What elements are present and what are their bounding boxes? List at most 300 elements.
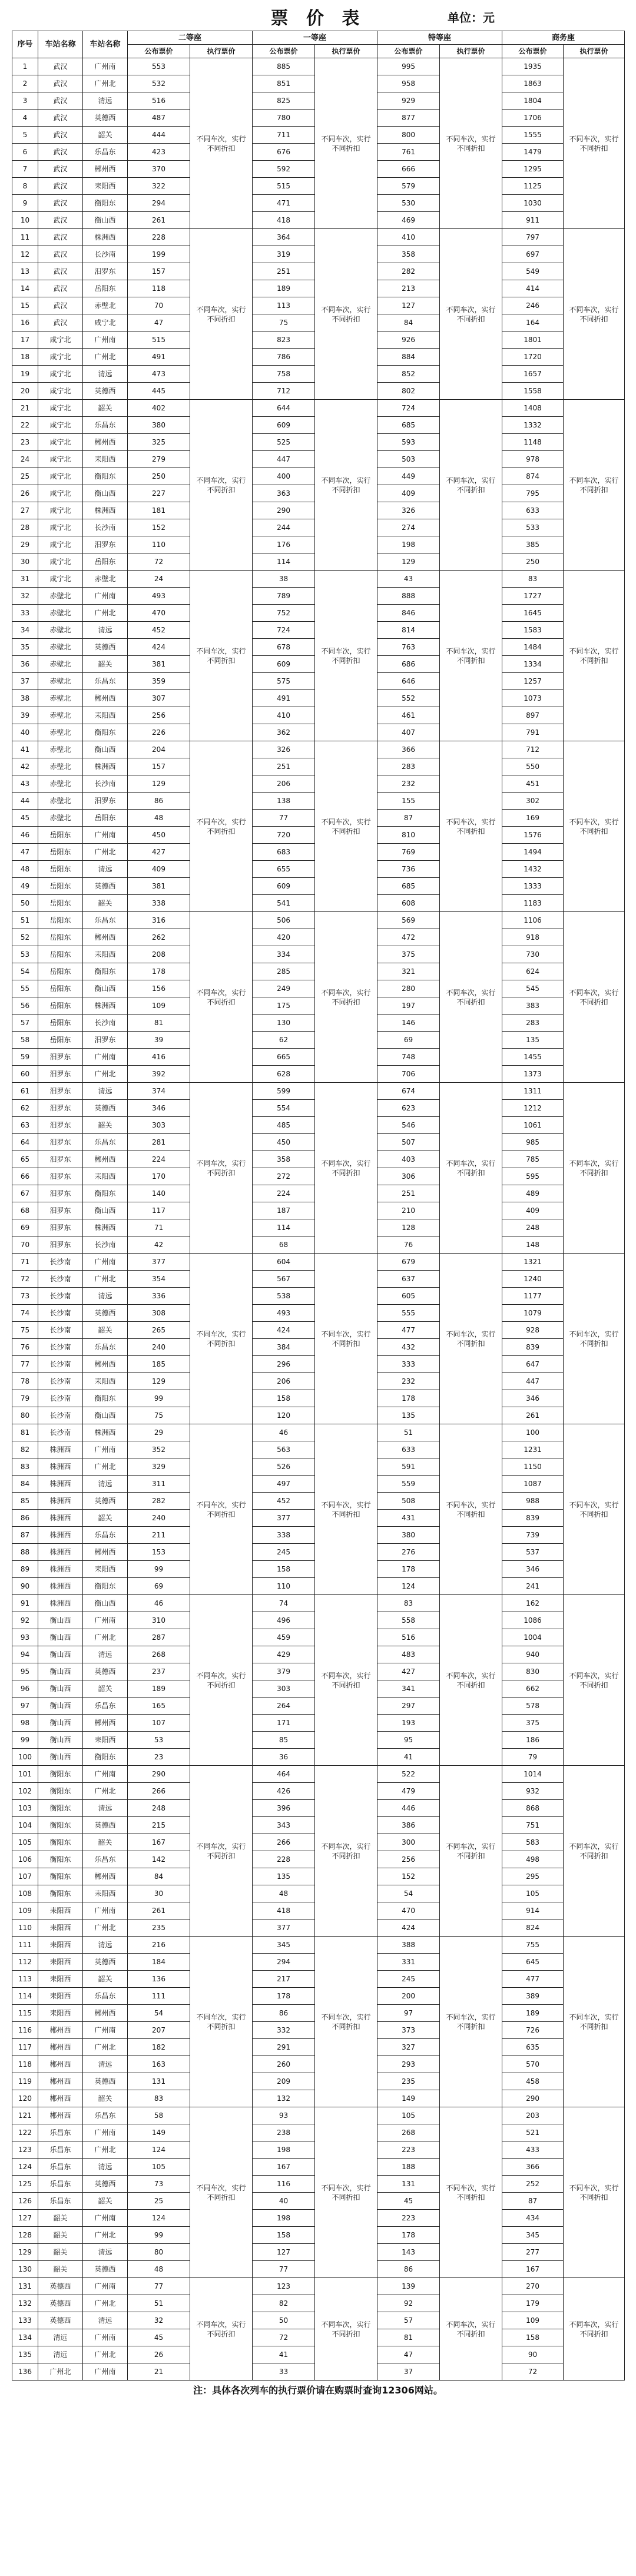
- row-first-class-execution-note: 不同车次，实行不同折扣: [315, 58, 377, 229]
- row-seq: 134: [12, 2329, 38, 2346]
- row-first-class-published-price: 426: [253, 1783, 315, 1800]
- row-to-station: 广州南: [83, 1902, 128, 1919]
- row-first-class-published-price: 303: [253, 1680, 315, 1698]
- row-to-station: 韶关: [83, 1971, 128, 1988]
- row-first-class-published-price: 447: [253, 451, 315, 468]
- row-business-class-execution-note: 不同车次，实行不同折扣: [564, 912, 625, 1083]
- row-from-station: 汨罗东: [38, 1066, 83, 1083]
- row-first-class-published-price: 187: [253, 1202, 315, 1219]
- row-business-class-published-price: 1555: [502, 127, 564, 144]
- row-premium-class-published-price: 424: [377, 1919, 440, 1937]
- row-from-station: 武汉: [38, 178, 83, 195]
- header-published-price: 公布票价: [377, 45, 440, 58]
- row-first-class-published-price: 68: [253, 1236, 315, 1254]
- row-to-station: 广州南: [83, 588, 128, 605]
- row-from-station: 长沙南: [38, 1390, 83, 1407]
- fare-table: [12, 31, 625, 2381]
- row-to-station: 广州北: [83, 1783, 128, 1800]
- row-from-station: 咸宁北: [38, 331, 83, 349]
- row-business-class-published-price: 647: [502, 1356, 564, 1373]
- row-first-class-published-price: 493: [253, 1305, 315, 1322]
- row-from-station: 衡山西: [38, 1663, 83, 1680]
- row-premium-class-published-price: 331: [377, 1954, 440, 1971]
- row-second-class-published-price: 308: [128, 1305, 190, 1322]
- row-to-station: 岳阳东: [83, 810, 128, 827]
- row-second-class-published-price: 47: [128, 314, 190, 331]
- row-to-station: 衡阳东: [83, 1578, 128, 1595]
- row-from-station: 武汉: [38, 161, 83, 178]
- row-seq: 61: [12, 1083, 38, 1100]
- row-seq: 29: [12, 536, 38, 553]
- row-second-class-published-price: 170: [128, 1168, 190, 1185]
- row-business-class-published-price: 1484: [502, 639, 564, 656]
- row-premium-class-execution-note: 不同车次，实行不同折扣: [440, 2278, 502, 2381]
- row-premium-class-published-price: 380: [377, 1527, 440, 1544]
- row-from-station: 武汉: [38, 58, 83, 75]
- row-premium-class-published-price: 127: [377, 297, 440, 314]
- row-seq: 3: [12, 92, 38, 110]
- row-business-class-published-price: 697: [502, 246, 564, 263]
- row-second-class-published-price: 322: [128, 178, 190, 195]
- row-first-class-published-price: 485: [253, 1117, 315, 1134]
- row-from-station: 耒阳西: [38, 1954, 83, 1971]
- row-from-station: 长沙南: [38, 1339, 83, 1356]
- row-from-station: 赤壁北: [38, 639, 83, 656]
- row-from-station: 长沙南: [38, 1322, 83, 1339]
- row-to-station: 英德西: [83, 1100, 128, 1117]
- row-business-class-published-price: 186: [502, 1732, 564, 1749]
- row-from-station: 岳阳东: [38, 997, 83, 1015]
- row-premium-class-published-price: 552: [377, 690, 440, 707]
- row-to-station: 郴州西: [83, 1151, 128, 1168]
- row-business-class-published-price: 1863: [502, 75, 564, 92]
- row-second-class-published-price: 29: [128, 1424, 190, 1441]
- row-to-station: 郴州西: [83, 1356, 128, 1373]
- row-premium-class-published-price: 769: [377, 844, 440, 861]
- row-business-class-published-price: 662: [502, 1680, 564, 1698]
- row-business-class-published-price: 730: [502, 946, 564, 963]
- row-second-class-published-price: 111: [128, 1988, 190, 2005]
- row-to-station: 清远: [83, 861, 128, 878]
- row-premium-class-published-price: 223: [377, 2141, 440, 2159]
- row-seq: 131: [12, 2278, 38, 2295]
- row-seq: 51: [12, 912, 38, 929]
- row-second-class-execution-note: 不同车次，实行不同折扣: [190, 1083, 253, 1254]
- row-to-station: 广州北: [83, 2141, 128, 2159]
- row-premium-class-execution-note: 不同车次，实行不同折扣: [440, 58, 502, 229]
- row-business-class-published-price: 179: [502, 2295, 564, 2312]
- row-first-class-published-price: 609: [253, 656, 315, 673]
- row-business-class-published-price: 498: [502, 1851, 564, 1868]
- row-first-class-published-price: 264: [253, 1698, 315, 1715]
- row-second-class-published-price: 262: [128, 929, 190, 946]
- row-to-station: 衡山西: [83, 1595, 128, 1612]
- row-business-class-published-price: 755: [502, 1937, 564, 1954]
- row-seq: 82: [12, 1441, 38, 1458]
- row-business-class-published-price: 1558: [502, 383, 564, 400]
- row-second-class-published-price: 189: [128, 1680, 190, 1698]
- row-second-class-published-price: 402: [128, 400, 190, 417]
- row-first-class-published-price: 515: [253, 178, 315, 195]
- row-to-station: 乐昌东: [83, 2107, 128, 2124]
- row-premium-class-published-price: 995: [377, 58, 440, 75]
- row-from-station: 岳阳东: [38, 912, 83, 929]
- row-business-class-published-price: 1150: [502, 1458, 564, 1476]
- row-premium-class-execution-note: 不同车次，实行不同折扣: [440, 229, 502, 400]
- row-to-station: 英德西: [83, 1817, 128, 1834]
- row-from-station: 赤壁北: [38, 793, 83, 810]
- table-row: [12, 2107, 625, 2124]
- row-first-class-published-price: 851: [253, 75, 315, 92]
- row-from-station: 赤壁北: [38, 673, 83, 690]
- row-premium-class-published-price: 579: [377, 178, 440, 195]
- row-second-class-execution-note: 不同车次，实行不同折扣: [190, 2107, 253, 2278]
- row-to-station: 广州南: [83, 1612, 128, 1629]
- row-seq: 70: [12, 1236, 38, 1254]
- row-from-station: 岳阳东: [38, 1015, 83, 1032]
- row-seq: 114: [12, 1988, 38, 2005]
- row-business-class-published-price: 385: [502, 536, 564, 553]
- row-first-class-published-price: 400: [253, 468, 315, 485]
- row-to-station: 广州北: [83, 1629, 128, 1646]
- row-premium-class-published-price: 748: [377, 1049, 440, 1066]
- row-second-class-published-price: 117: [128, 1202, 190, 1219]
- row-to-station: 汨罗东: [83, 793, 128, 810]
- row-first-class-published-price: 266: [253, 1834, 315, 1851]
- row-seq: 15: [12, 297, 38, 314]
- row-to-station: 英德西: [83, 1954, 128, 1971]
- row-from-station: 郴州西: [38, 2022, 83, 2039]
- row-first-class-published-price: 823: [253, 331, 315, 349]
- row-first-class-published-price: 343: [253, 1817, 315, 1834]
- row-from-station: 长沙南: [38, 1373, 83, 1390]
- row-business-class-published-price: 1645: [502, 605, 564, 622]
- row-first-class-published-price: 418: [253, 1902, 315, 1919]
- row-business-class-published-price: 270: [502, 2278, 564, 2295]
- row-from-station: 赤壁北: [38, 656, 83, 673]
- row-premium-class-published-price: 686: [377, 656, 440, 673]
- row-first-class-published-price: 46: [253, 1424, 315, 1441]
- row-business-class-published-price: 87: [502, 2193, 564, 2210]
- row-from-station: 咸宁北: [38, 366, 83, 383]
- row-to-station: 郴州西: [83, 161, 128, 178]
- row-seq: 60: [12, 1066, 38, 1083]
- header-execution-price: 执行票价: [315, 45, 377, 58]
- row-premium-class-execution-note: 不同车次，实行不同折扣: [440, 1083, 502, 1254]
- row-seq: 17: [12, 331, 38, 349]
- row-second-class-published-price: 290: [128, 1766, 190, 1783]
- row-premium-class-published-price: 47: [377, 2346, 440, 2363]
- row-business-class-published-price: 345: [502, 2227, 564, 2244]
- row-to-station: 衡山西: [83, 980, 128, 997]
- row-seq: 111: [12, 1937, 38, 1954]
- row-first-class-published-price: 358: [253, 1151, 315, 1168]
- row-from-station: 岳阳东: [38, 827, 83, 844]
- row-business-class-published-price: 1332: [502, 417, 564, 434]
- row-to-station: 衡阳东: [83, 1185, 128, 1202]
- row-second-class-published-price: 228: [128, 229, 190, 246]
- row-second-class-published-price: 80: [128, 2244, 190, 2261]
- row-premium-class-published-price: 472: [377, 929, 440, 946]
- row-from-station: 汨罗东: [38, 1134, 83, 1151]
- row-first-class-published-price: 592: [253, 161, 315, 178]
- row-from-station: 岳阳东: [38, 844, 83, 861]
- row-business-class-published-price: 167: [502, 2261, 564, 2278]
- row-business-class-published-price: 346: [502, 1390, 564, 1407]
- row-to-station: 广州南: [83, 2329, 128, 2346]
- row-premium-class-published-price: 926: [377, 331, 440, 349]
- row-second-class-published-price: 316: [128, 912, 190, 929]
- row-seq: 42: [12, 758, 38, 775]
- row-first-class-published-price: 178: [253, 1988, 315, 2005]
- row-premium-class-published-price: 146: [377, 1015, 440, 1032]
- row-business-class-published-price: 1125: [502, 178, 564, 195]
- row-to-station: 广州南: [83, 2363, 128, 2381]
- row-premium-class-published-price: 83: [377, 1595, 440, 1612]
- row-business-class-published-price: 824: [502, 1919, 564, 1937]
- row-first-class-published-price: 885: [253, 58, 315, 75]
- row-from-station: 长沙南: [38, 1356, 83, 1373]
- row-second-class-published-price: 377: [128, 1254, 190, 1271]
- row-second-class-published-price: 227: [128, 485, 190, 502]
- row-business-class-published-price: 578: [502, 1698, 564, 1715]
- row-business-class-published-price: 549: [502, 263, 564, 280]
- row-to-station: 清远: [83, 1937, 128, 1954]
- row-business-class-published-price: 366: [502, 2159, 564, 2176]
- row-to-station: 韶关: [83, 2090, 128, 2107]
- row-from-station: 赤壁北: [38, 690, 83, 707]
- row-second-class-published-price: 423: [128, 144, 190, 161]
- row-to-station: 广州南: [83, 58, 128, 75]
- row-to-station: 广州南: [83, 1441, 128, 1458]
- row-to-station: 乐昌东: [83, 417, 128, 434]
- row-to-station: 广州北: [83, 605, 128, 622]
- row-seq: 124: [12, 2159, 38, 2176]
- row-first-class-published-price: 362: [253, 724, 315, 741]
- row-from-station: 咸宁北: [38, 485, 83, 502]
- row-first-class-published-price: 82: [253, 2295, 315, 2312]
- row-first-class-published-price: 752: [253, 605, 315, 622]
- row-business-class-published-price: 874: [502, 468, 564, 485]
- row-business-class-published-price: 1014: [502, 1766, 564, 1783]
- row-from-station: 汨罗东: [38, 1049, 83, 1066]
- row-business-class-published-price: 918: [502, 929, 564, 946]
- row-second-class-published-price: 427: [128, 844, 190, 861]
- row-second-class-published-price: 473: [128, 366, 190, 383]
- row-business-class-published-price: 261: [502, 1407, 564, 1424]
- row-premium-class-published-price: 366: [377, 741, 440, 758]
- row-business-class-published-price: 726: [502, 2022, 564, 2039]
- row-seq: 28: [12, 519, 38, 536]
- row-business-class-published-price: 1177: [502, 1288, 564, 1305]
- row-first-class-published-price: 62: [253, 1032, 315, 1049]
- row-second-class-published-price: 215: [128, 1817, 190, 1834]
- row-to-station: 耒阳西: [83, 1732, 128, 1749]
- row-to-station: 广州北: [83, 1271, 128, 1288]
- row-premium-class-published-price: 76: [377, 1236, 440, 1254]
- row-second-class-published-price: 268: [128, 1646, 190, 1663]
- row-first-class-published-price: 497: [253, 1476, 315, 1493]
- row-from-station: 汨罗东: [38, 1100, 83, 1117]
- row-seq: 93: [12, 1629, 38, 1646]
- row-premium-class-published-price: 375: [377, 946, 440, 963]
- row-premium-class-published-price: 300: [377, 1834, 440, 1851]
- row-second-class-execution-note: 不同车次，实行不同折扣: [190, 58, 253, 229]
- row-from-station: 郴州西: [38, 2073, 83, 2090]
- row-seq: 12: [12, 246, 38, 263]
- row-from-station: 长沙南: [38, 1254, 83, 1271]
- row-first-class-execution-note: 不同车次，实行不同折扣: [315, 2278, 377, 2381]
- row-second-class-published-price: 452: [128, 622, 190, 639]
- row-from-station: 乐昌东: [38, 2141, 83, 2159]
- row-to-station: 长沙南: [83, 246, 128, 263]
- row-to-station: 耒阳西: [83, 1561, 128, 1578]
- row-premium-class-published-price: 407: [377, 724, 440, 741]
- row-seq: 62: [12, 1100, 38, 1117]
- row-second-class-published-price: 163: [128, 2056, 190, 2073]
- row-to-station: 耒阳西: [83, 1885, 128, 1902]
- row-business-class-published-price: 1087: [502, 1476, 564, 1493]
- row-second-class-published-price: 265: [128, 1322, 190, 1339]
- row-seq: 129: [12, 2244, 38, 2261]
- row-seq: 106: [12, 1851, 38, 1868]
- row-second-class-published-price: 294: [128, 195, 190, 212]
- row-seq: 75: [12, 1322, 38, 1339]
- row-premium-class-published-price: 685: [377, 878, 440, 895]
- row-business-class-published-price: 1804: [502, 92, 564, 110]
- row-seq: 14: [12, 280, 38, 297]
- row-second-class-published-price: 75: [128, 1407, 190, 1424]
- row-first-class-published-price: 260: [253, 2056, 315, 2073]
- row-business-class-published-price: 189: [502, 2005, 564, 2022]
- row-from-station: 韶关: [38, 2227, 83, 2244]
- row-from-station: 长沙南: [38, 1424, 83, 1441]
- row-from-station: 汨罗东: [38, 1236, 83, 1254]
- row-to-station: 郴州西: [83, 929, 128, 946]
- row-to-station: 衡山西: [83, 741, 128, 758]
- row-to-station: 衡阳东: [83, 1749, 128, 1766]
- row-seq: 78: [12, 1373, 38, 1390]
- row-from-station: 岳阳东: [38, 929, 83, 946]
- row-from-station: 衡阳东: [38, 1766, 83, 1783]
- row-premium-class-published-price: 124: [377, 1578, 440, 1595]
- row-from-station: 武汉: [38, 229, 83, 246]
- row-second-class-published-price: 204: [128, 741, 190, 758]
- row-seq: 119: [12, 2073, 38, 2090]
- row-seq: 94: [12, 1646, 38, 1663]
- row-to-station: 郴州西: [83, 1868, 128, 1885]
- row-business-class-published-price: 911: [502, 212, 564, 229]
- row-premium-class-published-price: 884: [377, 349, 440, 366]
- row-second-class-published-price: 310: [128, 1612, 190, 1629]
- row-from-station: 清远: [38, 2346, 83, 2363]
- header-seq: 序号: [12, 31, 38, 58]
- row-business-class-published-price: 79: [502, 1749, 564, 1766]
- row-premium-class-execution-note: 不同车次，实行不同折扣: [440, 741, 502, 912]
- row-premium-class-published-price: 358: [377, 246, 440, 263]
- row-business-class-published-price: 633: [502, 502, 564, 519]
- row-premium-class-execution-note: 不同车次，实行不同折扣: [440, 1254, 502, 1424]
- row-to-station: 衡阳东: [83, 468, 128, 485]
- row-from-station: 衡阳东: [38, 1885, 83, 1902]
- row-from-station: 武汉: [38, 297, 83, 314]
- row-seq: 1: [12, 58, 38, 75]
- row-second-class-published-price: 69: [128, 1578, 190, 1595]
- row-first-class-published-price: 665: [253, 1049, 315, 1066]
- row-business-class-published-price: 550: [502, 758, 564, 775]
- row-premium-class-published-price: 276: [377, 1544, 440, 1561]
- row-first-class-published-price: 628: [253, 1066, 315, 1083]
- row-premium-class-published-price: 223: [377, 2210, 440, 2227]
- row-to-station: 广州北: [83, 75, 128, 92]
- row-second-class-published-price: 207: [128, 2022, 190, 2039]
- row-business-class-published-price: 839: [502, 1339, 564, 1356]
- row-business-class-published-price: 90: [502, 2346, 564, 2363]
- row-second-class-published-price: 250: [128, 468, 190, 485]
- row-business-class-published-price: 797: [502, 229, 564, 246]
- row-to-station: 广州北: [83, 2227, 128, 2244]
- row-business-class-published-price: 434: [502, 2210, 564, 2227]
- row-first-class-published-price: 364: [253, 229, 315, 246]
- row-business-class-published-price: 458: [502, 2073, 564, 2090]
- row-from-station: 岳阳东: [38, 980, 83, 997]
- row-premium-class-published-price: 706: [377, 1066, 440, 1083]
- row-first-class-published-price: 464: [253, 1766, 315, 1783]
- row-premium-class-published-price: 633: [377, 1441, 440, 1458]
- row-seq: 89: [12, 1561, 38, 1578]
- row-premium-class-published-price: 388: [377, 1937, 440, 1954]
- row-to-station: 广州南: [83, 1049, 128, 1066]
- row-premium-class-execution-note: 不同车次，实行不同折扣: [440, 1595, 502, 1766]
- row-from-station: 咸宁北: [38, 468, 83, 485]
- row-second-class-published-price: 381: [128, 878, 190, 895]
- row-to-station: 衡山西: [83, 1407, 128, 1424]
- row-from-station: 衡阳东: [38, 1834, 83, 1851]
- row-first-class-published-price: 720: [253, 827, 315, 844]
- row-first-class-published-price: 75: [253, 314, 315, 331]
- row-second-class-published-price: 303: [128, 1117, 190, 1134]
- row-from-station: 汨罗东: [38, 1151, 83, 1168]
- row-business-class-published-price: 302: [502, 793, 564, 810]
- row-first-class-published-price: 459: [253, 1629, 315, 1646]
- row-from-station: 咸宁北: [38, 502, 83, 519]
- row-seq: 76: [12, 1339, 38, 1356]
- row-premium-class-published-price: 283: [377, 758, 440, 775]
- row-second-class-published-price: 99: [128, 2227, 190, 2244]
- row-business-class-published-price: 751: [502, 1817, 564, 1834]
- row-to-station: 郴州西: [83, 690, 128, 707]
- row-premium-class-published-price: 800: [377, 127, 440, 144]
- row-premium-class-published-price: 646: [377, 673, 440, 690]
- row-premium-class-published-price: 555: [377, 1305, 440, 1322]
- row-seq: 48: [12, 861, 38, 878]
- row-second-class-published-price: 346: [128, 1100, 190, 1117]
- row-to-station: 乐昌东: [83, 1851, 128, 1868]
- row-to-station: 耒阳西: [83, 178, 128, 195]
- row-from-station: 赤壁北: [38, 758, 83, 775]
- row-from-station: 武汉: [38, 127, 83, 144]
- row-first-class-published-price: 604: [253, 1254, 315, 1271]
- row-to-station: 广州北: [83, 1066, 128, 1083]
- row-to-station: 乐昌东: [83, 673, 128, 690]
- row-seq: 107: [12, 1868, 38, 1885]
- row-seq: 84: [12, 1476, 38, 1493]
- row-premium-class-published-price: 178: [377, 1561, 440, 1578]
- row-from-station: 汨罗东: [38, 1219, 83, 1236]
- row-to-station: 广州南: [83, 2210, 128, 2227]
- row-premium-class-published-price: 403: [377, 1151, 440, 1168]
- row-from-station: 岳阳东: [38, 895, 83, 912]
